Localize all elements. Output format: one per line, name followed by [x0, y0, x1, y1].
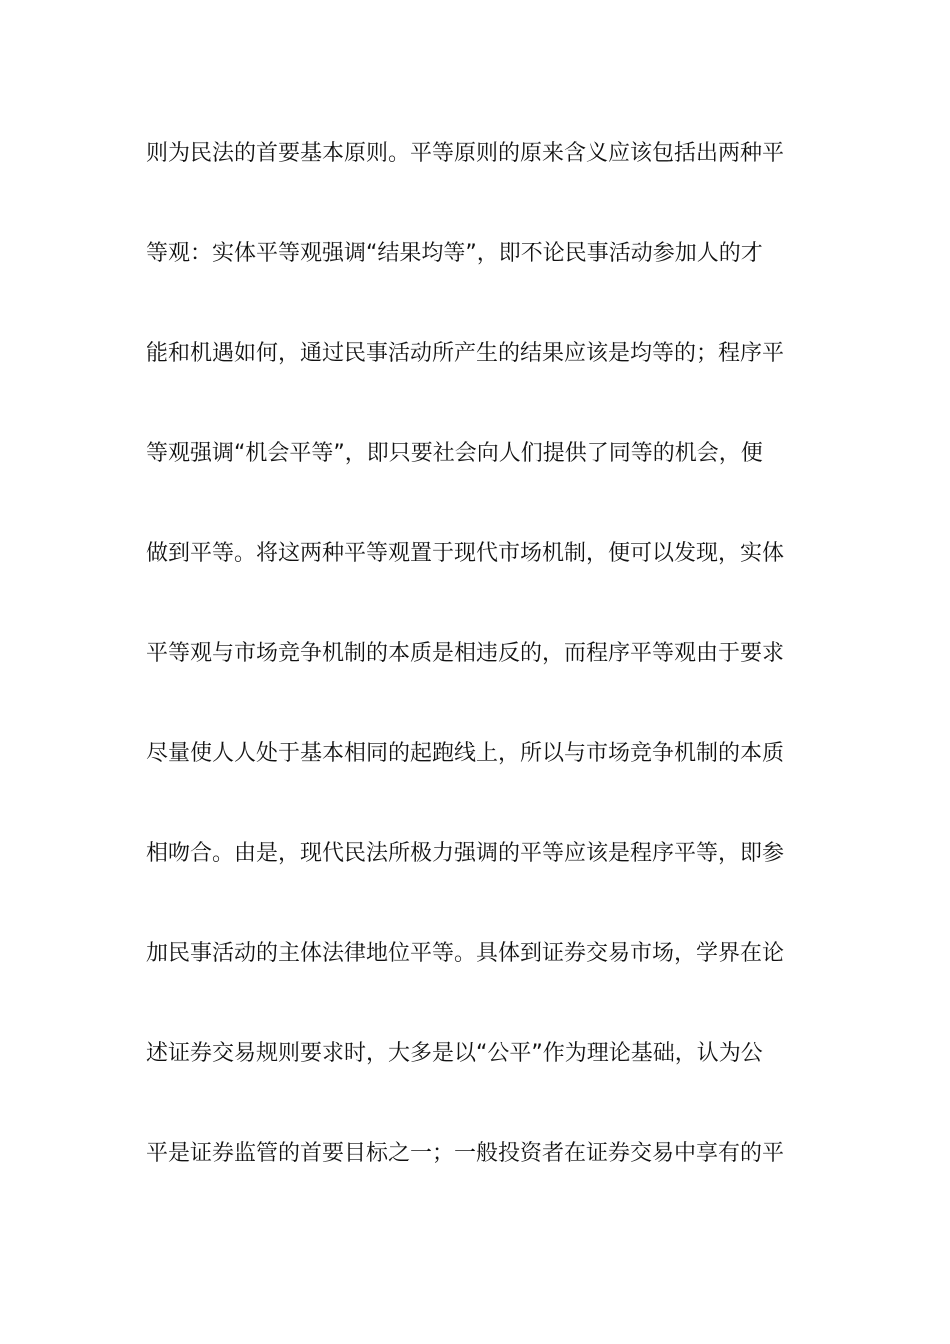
text-line: 加民事活动的主体法律地位平等。具体到证券交易市场，学界在论 — [146, 941, 785, 966]
text-line: 能和机遇如何，通过民事活动所产生的结果应该是均等的；程序平 — [146, 341, 785, 366]
text-line: 平等观与市场竞争机制的本质是相违反的，而程序平等观由于要求 — [146, 641, 785, 666]
text-line: 述证券交易规则要求时，大多是以“公平”作为理论基础，认为公 — [146, 1041, 763, 1066]
text-line: 等观强调“机会平等”，即只要社会向人们提供了同等的机会，便 — [146, 441, 763, 466]
text-line: 则为民法的首要基本原则。平等原则的原来含义应该包括出两种平 — [146, 141, 785, 166]
text-line: 相吻合。由是，现代民法所极力强调的平等应该是程序平等，即参 — [146, 841, 785, 866]
text-line: 尽量使人人处于基本相同的起跑线上，所以与市场竞争机制的本质 — [146, 741, 785, 766]
body-text — [146, 132, 806, 1232]
text-line: 等观：实体平等观强调“结果均等”，即不论民事活动参加人的才 — [146, 241, 763, 266]
text-line: 平是证券监管的首要目标之一；一般投资者在证券交易中享有的平 — [146, 1141, 785, 1166]
text-line: 做到平等。将这两种平等观置于现代市场机制，便可以发现，实体 — [146, 541, 785, 566]
